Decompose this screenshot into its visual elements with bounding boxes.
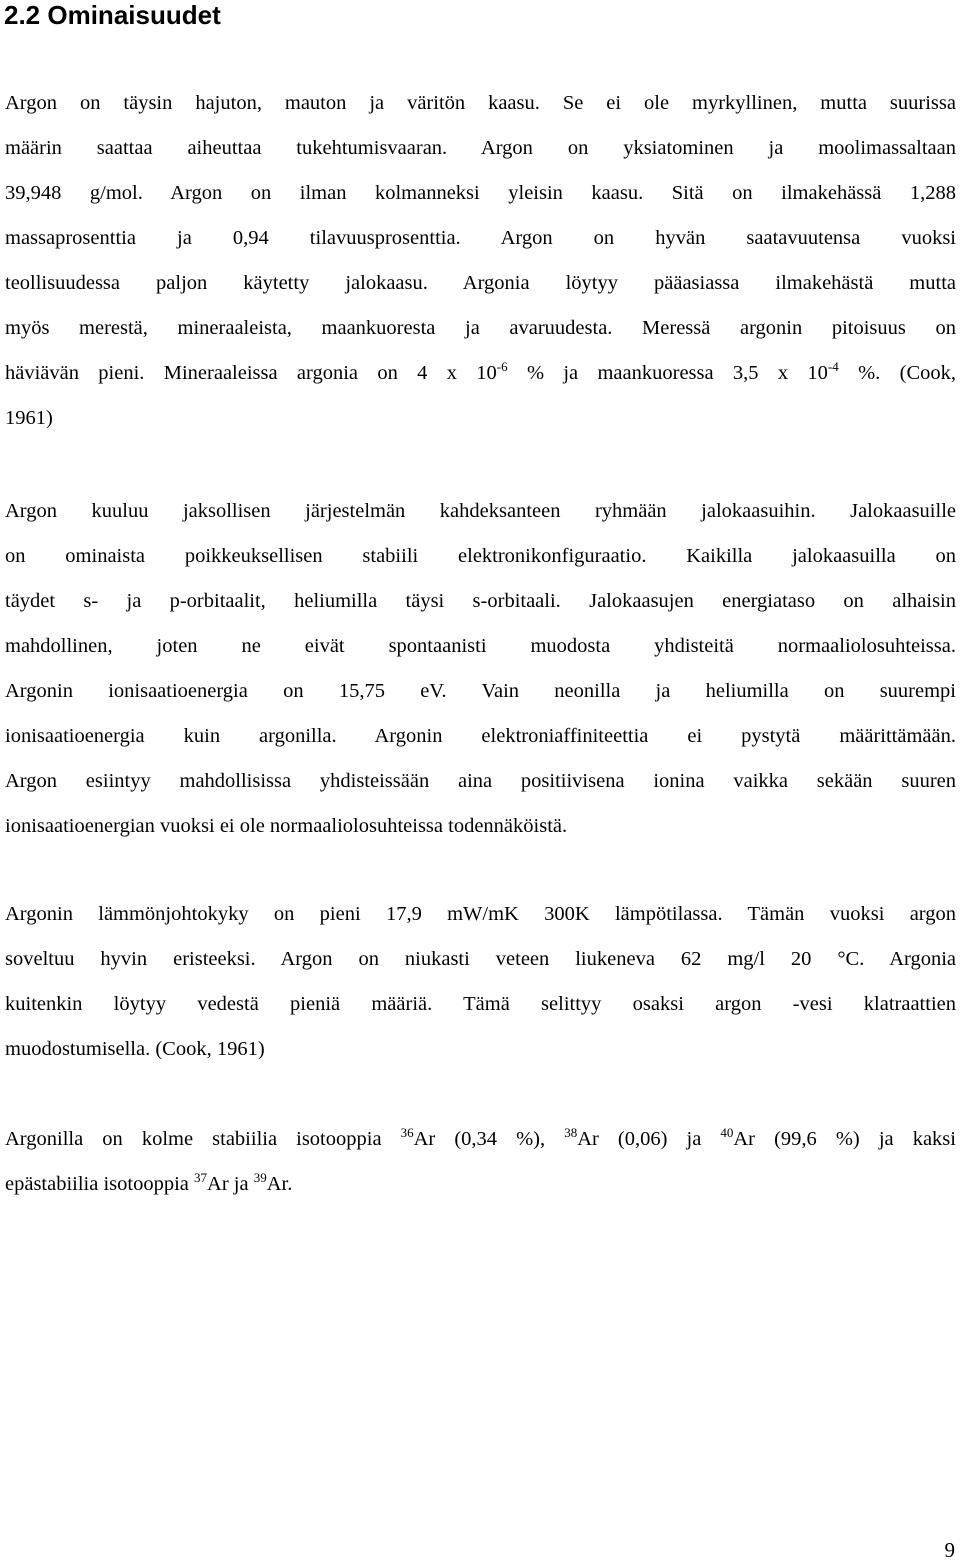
text-segment: Ar (0,06) ja — [577, 1128, 721, 1150]
mass-number: 37 — [194, 1170, 208, 1185]
mass-number: 39 — [253, 1170, 267, 1185]
text-segment: %. (Cook, — [838, 362, 956, 384]
mass-number: 38 — [564, 1125, 578, 1140]
text-line: ionisaatioenergia kuin argonilla. Argonin elektroniaffiniteettia ei pystytä määrittämään. — [5, 725, 956, 747]
text-segment: häviävän pieni. Mineraaleissa argonia on 4 x 10 — [5, 362, 497, 384]
text-line: kuitenkin löytyy vedestä pieniä määriä. Tämä selittyy osaksi argon -vesi klatraattien — [5, 993, 956, 1015]
text-line-with-isotopes — [5, 1117, 956, 1162]
text-line: Argonin ionisaatioenergia on 15,75 eV. Vain neonilla ja heliumilla on suurempi — [5, 680, 956, 702]
text-line-with-exponents — [5, 351, 956, 396]
text-line: Argon kuuluu jaksollisen järjestelmän kahdeksanteen ryhmään jalokaasuihin. Jalokaasuille — [5, 500, 956, 522]
text-line: Argon on täysin hajuton, mauton ja väritön kaasu. Se ei ole myrkyllinen, mutta suurissa — [5, 92, 956, 114]
text-line-with-isotopes — [5, 1162, 956, 1207]
mass-number: 40 — [720, 1125, 734, 1140]
text-line: massaprosenttia ja 0,94 tilavuusprosenttia. Argon on hyvän saatavuutensa vuoksi — [5, 227, 956, 249]
text-segment: epästabiilia isotooppia — [5, 1173, 195, 1195]
text-line: täydet s- ja p-orbitaalit, heliumilla täysi s-orbitaali. Jalokaasujen energiataso on alhaisin — [5, 590, 956, 612]
mass-number: 36 — [400, 1125, 414, 1140]
paragraph-1 — [5, 81, 956, 441]
text-line: ionisaatioenergian vuoksi ei ole normaaliolosuhteissa todennäköistä. — [5, 815, 568, 837]
text-line: teollisuudessa paljon käytetty jalokaasu. Argonia löytyy pääasiassa ilmakehästä mutta — [5, 272, 956, 294]
text-line: määrin saattaa aiheuttaa tukehtumisvaaran. Argon on yksiatominen ja moolimassaltaan — [5, 137, 956, 159]
text-segment: Ar (99,6 %) ja kaksi — [733, 1128, 956, 1150]
section-heading: 2.2 Ominaisuudet — [4, 0, 221, 30]
paragraph-3 — [5, 892, 956, 1072]
text-line: soveltuu hyvin eristeeksi. Argon on niukasti veteen liukeneva 62 mg/l 20 °C. Argonia — [5, 948, 956, 970]
paragraph-2 — [5, 489, 956, 849]
paragraph-4 — [5, 1117, 956, 1207]
text-segment: Argonilla on kolme stabiilia isotooppia — [5, 1128, 401, 1150]
text-segment: % ja maankuoressa 3,5 x 10 — [507, 362, 828, 384]
text-line: Argon esiintyy mahdollisissa yhdisteissään aina positiivisena ionina vaikka sekään suuren — [5, 770, 956, 792]
text-line: on ominaista poikkeuksellisen stabiili elektronikonfiguraatio. Kaikilla jalokaasuilla on — [5, 545, 956, 567]
page-number: 9 — [944, 1538, 955, 1562]
text-line: 1961) — [5, 407, 53, 429]
text-segment: Ar ja — [207, 1173, 254, 1195]
exponent: -6 — [496, 359, 508, 374]
exponent: -4 — [827, 359, 839, 374]
text-line: Argonin lämmönjohtokyky on pieni 17,9 mW/mK 300K lämpötilassa. Tämän vuoksi argon — [5, 903, 956, 925]
text-line: mahdollinen, joten ne eivät spontaanisti muodosta yhdisteitä normaaliolosuhteissa. — [5, 635, 956, 657]
text-segment: Ar. — [266, 1173, 293, 1195]
text-segment: Ar (0,34 %), — [413, 1128, 565, 1150]
text-line: 39,948 g/mol. Argon on ilman kolmanneksi yleisin kaasu. Sitä on ilmakehässä 1,288 — [5, 182, 956, 204]
text-line: myös merestä, mineraaleista, maankuoresta ja avaruudesta. Meressä argonin pitoisuus on — [5, 317, 956, 339]
text-line: muodostumisella. (Cook, 1961) — [5, 1038, 265, 1060]
